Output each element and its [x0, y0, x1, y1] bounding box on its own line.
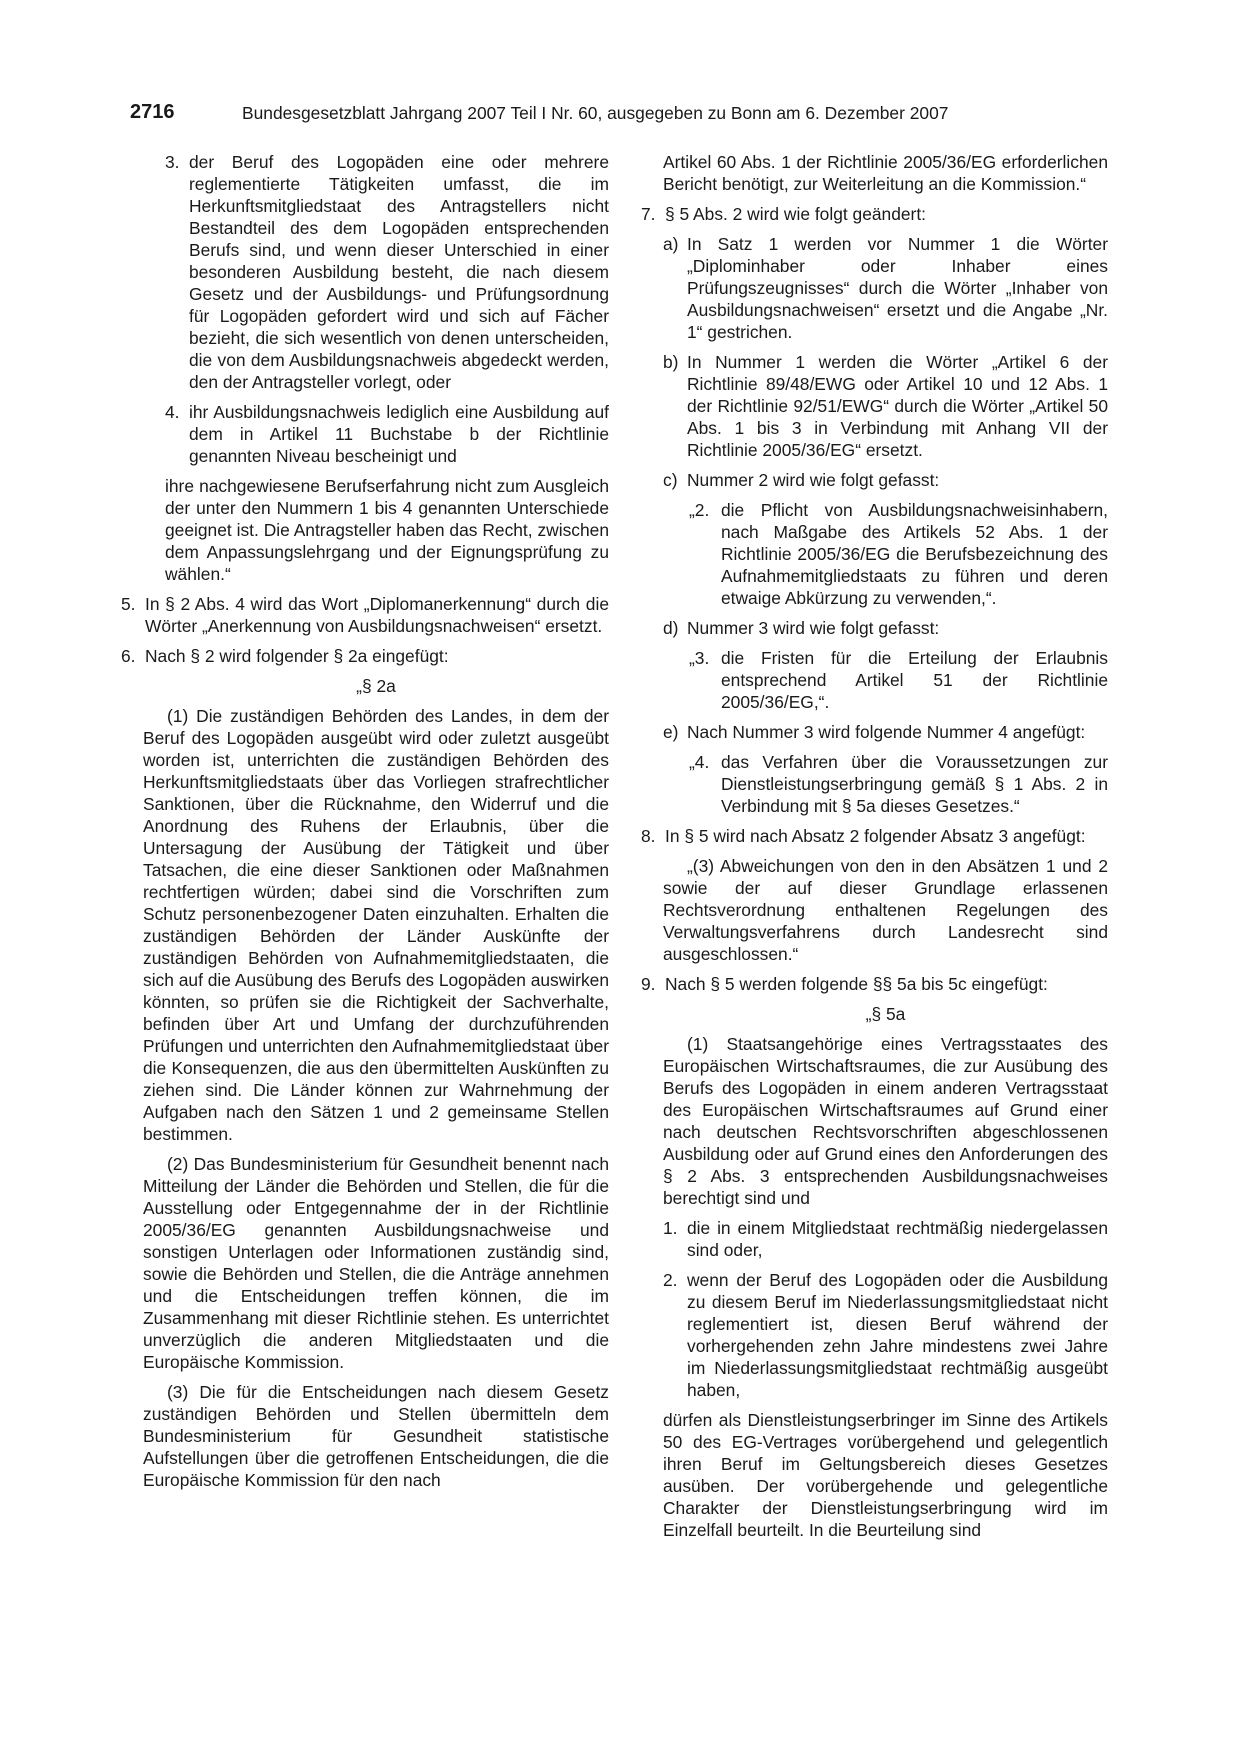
item-text: Nach Nummer 3 wird folgende Nummer 4 angefügt: [687, 722, 1086, 742]
list-item [143, 151, 609, 393]
paragraph: dürfen als Dienstleistungserbringer im Sinne des Artikels 50 des EG-Vertrages vorübergehend und gelegentlich ihren Beruf im Geltungsbereich dieses Gesetzes ausüben. Der vorübergehende und gelegentliche Charakter der Dienstleistungserbringung wird im Einzelfall beurteilt. In die Beurteilung sind [663, 1410, 1108, 1540]
left-column [121, 151, 610, 1499]
item-letter: c) [663, 470, 678, 490]
item-number: „4. [689, 752, 710, 772]
paragraph: (1) Die zuständigen Behörden des Landes, in dem der Beruf des Logopäden ausgeübt wird oder zuletzt ausgeübt worden ist, unterrichten die zuständigen Behörden des Herkunftsmitgliedstaats über das Vorliegen strafrechtlicher Sanktionen, über die Rücknahme, den Widerruf und die Anordnung des Ruhens der Erlaubnis, über die Untersagung der Ausübung der Tätigkeit und über Tatsachen, die eine dieser Sanktionen oder Maßnahmen rechtfertigen würden; dabei sind die Vorschriften zum Schutz personenbezogener Daten einzuhalten. Erhalten die zuständigen Behörden der Länder Auskünfte der zuständigen Behörden von Aufnahmemitgliedstaaten, die sich auf die Ausübung des Berufs des Logopäden auswirken könnten, so prüfen sie die Richtigkeit der Sachverhalte, befinden über Art und Umfang der durchzuführenden Prüfungen und unterrichten den Aufnahmemitgliedstaat über die Konsequenzen, die aus den übermittelten Auskünften zu ziehen sind. Die Länder können zur Wahrnehmung der Aufgaben nach den Sätzen 1 und 2 gemeinsame Stellen bestimmen. [143, 706, 610, 1144]
item-text: § 5 Abs. 2 wird wie folgt geändert: [665, 204, 927, 224]
item-number: „3. [689, 648, 710, 668]
page-header [130, 101, 1120, 127]
list-item [641, 825, 1108, 847]
sub-item [641, 233, 1108, 343]
item-text: Nummer 2 wird wie folgt gefasst: [687, 470, 940, 490]
item-number: 3. [165, 152, 180, 172]
item-number: 4. [165, 402, 180, 422]
paragraph: (3) Die für die Entscheidungen nach diesem Gesetz zuständigen Behörden und Stellen übermitteln dem Bundesministerium für Gesundheit statistische Aufstellungen über die getroffenen Entscheidungen, die die Europäische Kommission für den nach [143, 1382, 609, 1490]
item-text: das Verfahren über die Voraussetzungen zur Dienstleistungserbringung gemäß § 1 Abs. 2 in Verbindung mit § 5a dieses Gesetzes.“ [721, 752, 1108, 816]
item-text: In Nummer 1 werden die Wörter „Artikel 6 der Richtlinie 89/48/EWG oder Artikel 10 und 12 Abs. 1 der Richtlinie 92/51/EWG“ durch die Wörter „Artikel 50 Abs. 1 bis 3 in Verbindung mit Anhang VII der Richtlinie 2005/36/EG“ ersetzt. [687, 352, 1108, 460]
item-number: 2. [663, 1270, 678, 1290]
paragraph: (2) Das Bundesministerium für Gesundheit benennt nach Mitteilung der Länder die Behörden und Stellen, die für die Ausstellung oder Entgegennahme der in der Richtlinie 2005/36/EG genannten Ausbildungsnachweise und sonstigen Unterlagen oder Informationen zuständig sind, sowie die Behörden und Stellen, die die Anträge annehmen und die Entscheidungen treffen können, die im Zusammenhang mit dieser Richtlinie stehen. Es unterrichtet unverzüglich die anderen Mitgliedstaaten und die Europäische Kommission. [143, 1154, 609, 1372]
continuation-paragraph: ihre nachgewiesene Berufserfahrung nicht zum Ausgleich der unter den Nummern 1 bis 4 genannten Unterschiede geeignet ist. Die Antragsteller haben das Recht, zwischen dem Anpassungslehrgang und der Eignungsprüfung zu wählen.“ [165, 476, 609, 584]
item-text: die Pflicht von Ausbildungsnachweisinhabern, nach Maßgabe des Artikels 52 Abs. 1 der Richtlinie 2005/36/EG die Berufsbezeichnung des Aufnahmemitgliedstaats zu führen und deren etwaige Abkürzung zu verwenden,“. [721, 500, 1108, 608]
item-letter: b) [663, 352, 679, 372]
header-title: Bundesgesetzblatt Jahrgang 2007 Teil I Nr. 60, ausgegeben zu Bonn am 6. Dezember 2007 [242, 103, 949, 123]
section-heading: „§ 2a [356, 676, 396, 696]
quoted-item [641, 647, 1108, 713]
item-number: 1. [663, 1218, 678, 1238]
item-letter: a) [663, 234, 679, 254]
item-text: der Beruf des Logopäden eine oder mehrere reglementierte Tätigkeiten umfasst, die im Herkunftsmitgliedstaat des Antragstellers nicht Bestandteil des dem Logopäden entsprechenden Berufs sind, und wenn dieser Unterschied in einer besonderen Ausbildung besteht, die nach diesem Gesetz und der Ausbildungs- und Prüfungsordnung für Logopäden gefordert wird und sich auf Fächer bezieht, die sich wesentlich von denen unterscheiden, die von dem Ausbildungsnachweis abgedeckt werden, den der Antragsteller vorlegt, oder [189, 152, 609, 392]
item-letter: d) [663, 618, 679, 638]
sub-item [641, 721, 1108, 743]
quoted-paragraph: „(3) Abweichungen von den in den Absätzen 1 und 2 sowie der auf dieser Grundlage erlassenen Rechtsverordnung enthaltenen Regelungen des Verwaltungsverfahrens durch Landesrecht sind ausgeschlossen.“ [663, 856, 1108, 964]
list-item [121, 593, 609, 637]
item-text: die in einem Mitgliedstaat rechtmäßig niedergelassen sind oder, [687, 1218, 1108, 1260]
item-number: 5. [121, 594, 136, 614]
item-text: wenn der Beruf des Logopäden oder die Ausbildung zu diesem Beruf im Niederlassungsmitgliedstaat nicht reglementiert ist, diesen Beruf während der vorhergehenden zehn Jahre mindestens zwei Jahre im Niederlassungsmitgliedstaat rechtmäßig ausgeübt haben, [687, 1270, 1108, 1400]
item-text: die Fristen für die Erteilung der Erlaubnis entsprechend Artikel 51 der Richtlinie 2005/36/EG,“. [721, 648, 1108, 712]
item-text: In Satz 1 werden vor Nummer 1 die Wörter „Diplominhaber oder Inhaber eines Prüfungszeugnisses“ durch die Wörter „Inhaber von Ausbildungsnachweisen“ ersetzt und die Angabe „Nr. 1“ gestrichen. [687, 234, 1108, 342]
continuation-paragraph: Artikel 60 Abs. 1 der Richtlinie 2005/36/EG erforderlichen Bericht benötigt, zur Weiterleitung an die Kommission.“ [663, 152, 1108, 194]
item-number: „2. [689, 500, 710, 520]
quoted-item [641, 751, 1108, 817]
list-item [641, 203, 1108, 225]
sub-item [641, 1269, 1108, 1401]
item-text: ihr Ausbildungsnachweis lediglich eine Ausbildung auf dem in Artikel 11 Buchstabe b der Richtlinie genannten Niveau bescheinigt und [189, 402, 609, 466]
sub-item [641, 469, 1108, 491]
sub-item [641, 351, 1108, 461]
sub-item [641, 617, 1108, 639]
list-item [121, 645, 609, 667]
sub-item [641, 1217, 1108, 1261]
item-text: Nummer 3 wird wie folgt gefasst: [687, 618, 940, 638]
item-letter: e) [663, 722, 679, 742]
quoted-item [641, 499, 1108, 609]
item-text: Nach § 2 wird folgender § 2a eingefügt: [145, 646, 449, 666]
paragraph: (1) Staatsangehörige eines Vertragsstaates des Europäischen Wirtschaftsraumes, die zur Ausübung des Berufs des Logopäden in einem anderen Vertragsstaat des Europäischen Wirtschaftsraumes auf Grund einer nach deutschen Rechtsvorschriften abgeschlossenen Ausbildung oder auf Grund eines den Anforderungen des § 2 Abs. 3 entsprechenden Ausbildungsnachweises berechtigt sind und [663, 1034, 1108, 1208]
item-number: 6. [121, 646, 136, 666]
item-text: In § 2 Abs. 4 wird das Wort „Diplomanerkennung“ durch die Wörter „Anerkennung von Ausbildungsnachweisen“ ersetzt. [145, 594, 609, 636]
item-number: 8. [641, 826, 656, 846]
item-text: In § 5 wird nach Absatz 2 folgender Absatz 3 angefügt: [665, 826, 1086, 846]
page-number: 2716 [130, 101, 175, 123]
section-heading: „§ 5a [865, 1004, 906, 1024]
list-item [143, 401, 609, 467]
item-number: 7. [641, 204, 656, 224]
right-column [641, 151, 1108, 1549]
item-number: 9. [641, 974, 656, 994]
item-text: Nach § 5 werden folgende §§ 5a bis 5c eingefügt: [665, 974, 1048, 994]
list-item [641, 973, 1108, 995]
